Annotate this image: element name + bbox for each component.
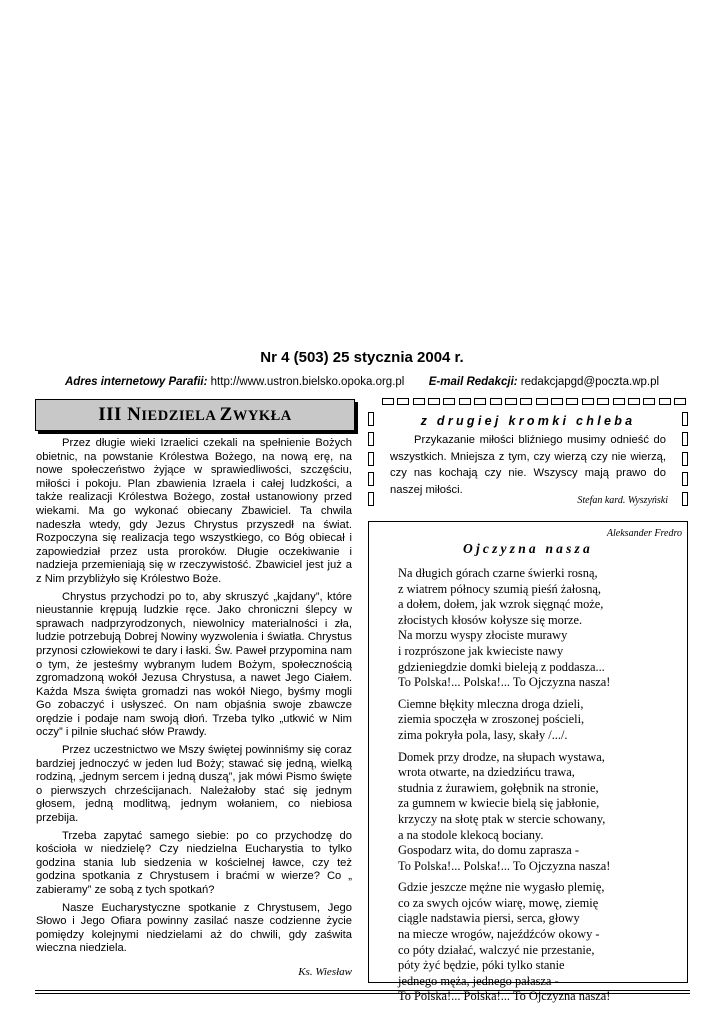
article-paragraph: Przez uczestnictwo we Mszy świętej powinniśmy się coraz bardziej jednoczyć w jeden lud Boży; stawać się jedną, wielką rodziną, „jednym sercem i jedną duszą”, jak mówi Pismo święte o pierwszych chrześcijanach. Należałoby stać się jednym głosem, jedną modlitwą, jednym wołaniem, co niebiosa przebija. — [36, 744, 352, 825]
poem-line: Na długich górach czarne świerki rosną, — [398, 566, 598, 580]
poem-line: gdzieniegdzie domki bieleją z poddasza... — [398, 659, 605, 674]
poem-line: Na morzu wyspy złociste murawy — [398, 628, 568, 643]
parish-website-link[interactable]: http://www.ustron.bielsko.opoka.org.pl — [210, 376, 405, 388]
poem-stanza — [398, 566, 684, 691]
poem-line: ziemia spoczęła w zroszonej pościeli, — [398, 712, 585, 727]
poem-line: na miecze wrogów, najeźdźców okowy - — [398, 927, 600, 942]
poem-line: To Polska!... Polska!... To Ojczyzna nasza! — [398, 989, 611, 1004]
issue-number: Nr 4 (503) 25 stycznia 2004 r. — [260, 349, 464, 366]
article-paragraph: Chrystus przychodzi po to, aby skruszyć „kajdany”, które nieustannie krępują ludzkie ręce. Jako chroniczni ślepcy w sprawach nadprzyrodzonych, niewolnicy materialności i zła, ludzie potrzebują Dobrej Nowiny wyzwolenia i światła. Chrystus przynosi człowiekowi te dary i łaski. Św. Paweł przypomina nam o tym, że jesteśmy wybranym ludem Bożym, społecznością zgromadzoną wokół Jezusa Chrystusa, a nawet Jego Ciałem. Każda Msza święta gromadzi nas wokół Niego, byśmy mogli Go zobaczyć i usłyszeć. On nam objaśnia swoje zbawcze orędzie i podaje nam swoją dłoń. Trzeba tylko „utkwić w Nim oczy” i pilnie słuchać słów Prawdy. — [36, 590, 352, 739]
poem-stanza — [398, 750, 684, 875]
poem-line: Domek przy drodze, na słupach wystawa, — [398, 749, 605, 764]
email-label: E-mail Redakcji: — [428, 376, 518, 388]
footer-rule — [35, 990, 690, 991]
poem-line: i rozprószone jak kwieciste nawy — [398, 643, 564, 658]
footer-rule — [35, 993, 690, 994]
editorial-email-link[interactable]: redakcjapgd@poczta.wp.pl — [520, 376, 660, 388]
poem-line: To Polska!... Polska!... To Ojczyzna nasza! — [398, 858, 611, 873]
article-paragraph: Trzeba zapytać samego siebie: po co przychodzę do kościoła w niedzielę? Czy niedzielna Eucharystia to tylko godzina stania lub siedzenia w kościelnej ławce, czy też godzina spotkania z Chrystusem i braćmi w wierze? Co „ zabieramy” ze sobą z tych spotkań? — [36, 829, 352, 896]
article-signature: Ks. Wiesław — [298, 966, 352, 978]
poem-line: To Polska!... Polska!... To Ojczyzna nasza! — [398, 675, 611, 690]
poem-line: Gospodarz wita, do domu zaprasza - — [398, 843, 579, 858]
quote-heading: z drugiej kromki chleba — [420, 414, 636, 428]
poem-body — [398, 566, 684, 1011]
poem-line: póty żyć będzie, póki tylko stanie — [398, 958, 565, 973]
poem-stanza — [398, 697, 684, 744]
article-title: III NIEDZIELA ZWYKŁA — [35, 399, 355, 431]
poem-stanza — [398, 880, 684, 1005]
quote-text: Przykazanie miłości bliźniego musimy odnieść do wszystkich. Mniejsza z tym, czy wierzą czy nie wierzą, czy nas kochają czy nie. Wszyscy mają prawo do naszej miłości. — [390, 434, 666, 496]
poem-line: wrota otwarte, na dziedzińcu trawa, — [398, 765, 575, 780]
poem-line: co póty działać, walczyć nie przestanie, — [398, 942, 595, 957]
poem-line: jednego męża, jednego pałasza - — [398, 973, 559, 988]
poem-line: zima pokryła pola, lasy, skały /.../. — [398, 727, 568, 742]
article-paragraph: Przez długie wieki Izraelici czekali na spełnienie Bożych obietnic, na powstanie Królestwa Bożego, na nową erę, na nowe społeczeństwo żyjące w sprawiedliwości, szczęściu, miłości i pokoju. Plan zbawienia Izraela i całej ludzkości, a także realizacji Królestwa Bożego, został ustanowiony przed wiekami. Ma go wykonać obiecany Zbawiciel. Ta chwila nadeszła wtedy, gdy Jezus Chrystus przyszedł na świat. Rozpoczyna się realizacja tego wszystkiego, co Bóg obiecał i zapowiedział przez usta proroków. Długie oczekiwanie i nadzieja przemieniają się w rzeczywistość. Zbawiciel jest już a z Nim przybliżyło się Królestwo Boże. — [36, 437, 352, 585]
poem-author: Aleksander Fredro — [606, 528, 682, 539]
poem-line: złocistych kłosów kołysze się morze. — [398, 612, 583, 627]
poem-line: za gumnem w kwiecie bielą się jabłonie, — [398, 796, 600, 811]
address-label: Adres internetowy Parafii: — [64, 376, 208, 388]
poem-line: ciągle nadstawia piersi, serca, głowy — [398, 911, 580, 926]
article-body — [36, 437, 352, 960]
poem-line: Ciemne błękity mleczna droga dzieli, — [398, 696, 584, 711]
frame-dashes — [382, 398, 674, 408]
poem-title: Ojczyzna nasza — [463, 541, 593, 556]
quote-signature: Stefan kard. Wyszyński — [577, 495, 668, 506]
poem-line: krzyczy na słotę ptak w stercie schowany, — [398, 811, 606, 826]
poem-line: co za swych ojców wiarę, mowę, ziemię — [398, 895, 599, 910]
poem-line: studnia z żurawiem, gołębnik na stronie, — [398, 780, 599, 795]
poem-line: a na stodole klekocą bociany. — [398, 827, 544, 842]
contact-line — [0, 376, 724, 388]
poem-line: Gdzie jeszcze mężne nie wygasło plemię, — [398, 880, 605, 895]
poem-line: z wiatrem północy szumią pieśń żałosną, — [398, 581, 602, 596]
article-paragraph: Nasze Eucharystyczne spotkanie z Chrystusem, Jego Słowo i Jego Ofiara powinny zasilać nasze codzienne życie pomiędzy kolejnymi niedzielami aż do chwili, gdy zaświta wieczna niedziela. — [36, 901, 352, 955]
poem-line: a dołem, dołem, jak wzrok sięgnąć może, — [398, 597, 604, 612]
